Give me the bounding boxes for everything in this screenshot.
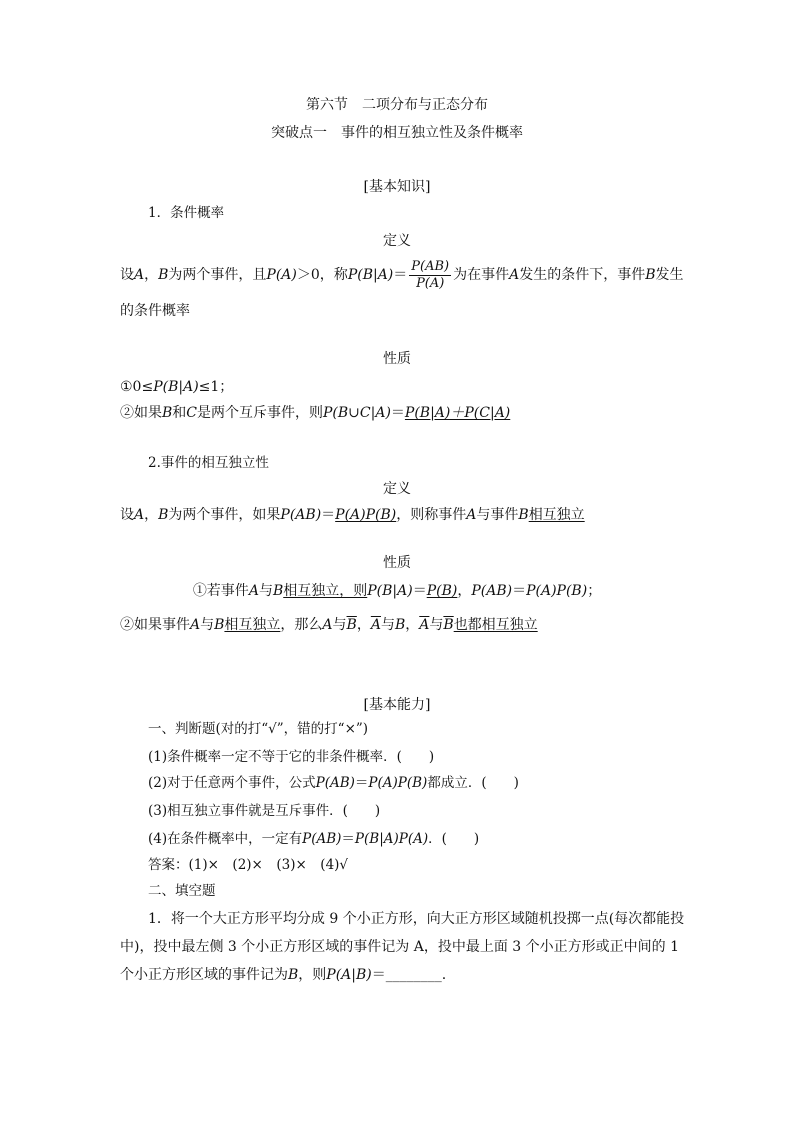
question-1-line-1: 1．将一个大正方形平均分成 9 个小正方形，向大正方形区域随机投掷一点(每次都能投 (148, 911, 685, 927)
s1-property-label: 性质 (383, 351, 411, 367)
s2-definition-text: 设A，B为两个事件，如果P(AB)＝P(A)P(B)，则称事件A与事件B相互独立 (120, 507, 585, 523)
conditional-probability-fraction: $\frac{P(AB)}{P(A)}$ (411, 258, 450, 291)
judge-section-title: 一、判断题(对的打“√”，错的打“×”) (148, 721, 369, 737)
s2-property-2: ②如果事件A与B相互独立，那么A与$\overline{B}$，$\overline{A}$与B，$\overline{A}$与$\overline{B}$也都相互独立 (120, 617, 538, 633)
s1-definition-text-cont: 的条件概率 (120, 303, 190, 319)
judge-item-2: (2)对于任意两个事件，公式P(AB)＝P(A)P(B)都成立．( ) (148, 775, 519, 791)
s1-property-2: ②如果B和C是两个互斥事件，则P(B∪C|A)＝P(B|A)＋P(C|A) (120, 405, 511, 421)
s2-property-1: ①若事件A与B相互独立，则P(B|A)＝P(B)，P(AB)＝P(A)P(B)； (192, 583, 602, 599)
answer-line: 答案：(1)× (2)× (3)× (4)√ (148, 857, 349, 873)
judge-item-4: (4)在条件概率中，一定有P(AB)＝P(B|A)P(A)．( ) (148, 831, 480, 847)
s1-definition-label: 定义 (383, 233, 411, 249)
s2-definition-label: 定义 (383, 481, 411, 497)
basic-knowledge-heading: [基本知识] (363, 179, 431, 195)
question-1-line-2: 中)，投中最左侧 3 个小正方形区域的事件记为 A，投中最上面 3 个小正方形或正中间的 1 (120, 939, 679, 955)
question-1-line-3: 个小正方形区域的事件记为B，则P(A|B)＝________. (120, 967, 447, 983)
section-1-title: 1．条件概率 (148, 205, 225, 221)
s1-definition-text: 设A，B为两个事件，且P(A)＞0，称P(B|A)＝ $\frac{P(AB)}{P(A)}$ 为在事件A发生的条件下，事件B发生 (120, 258, 684, 291)
page-subtitle: 突破点一 事件的相互独立性及条件概率 (271, 125, 523, 141)
fill-section-title: 二、填空题 (148, 883, 216, 899)
basic-ability-heading: [基本能力] (363, 697, 431, 713)
page-title: 第六节 二项分布与正态分布 (306, 97, 488, 113)
s1-property-1: ①0≤P(B|A)≤1； (120, 379, 234, 395)
section-2-title: 2.事件的相互独立性 (148, 455, 269, 471)
judge-item-1: (1)条件概率一定不等于它的非条件概率．( ) (148, 749, 435, 765)
s2-property-label: 性质 (383, 555, 411, 571)
judge-item-3: (3)相互独立事件就是互斥事件．( ) (148, 803, 381, 819)
